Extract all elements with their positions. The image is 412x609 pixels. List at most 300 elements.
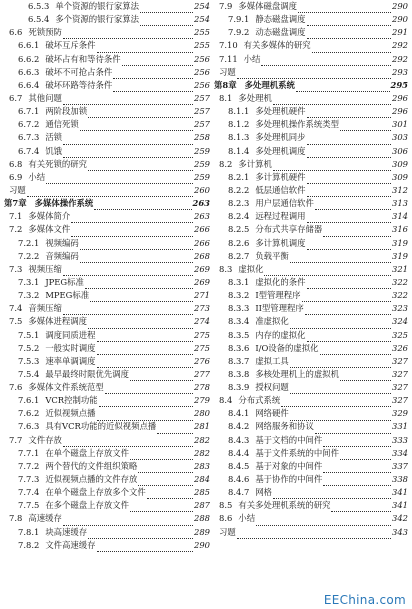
toc-entry-title: 多处理机同步	[255, 132, 306, 143]
toc-entry-title: 动态磁盘调度	[255, 27, 306, 38]
toc-entry-number: 8.4.2	[228, 421, 250, 432]
toc-entry-page: 295	[390, 79, 408, 90]
toc-entry-title: 音频编码	[45, 250, 79, 261]
toc-entry-page: 313	[392, 198, 408, 209]
toc-entry	[4, 210, 210, 223]
toc-entry-page: 309	[392, 158, 408, 169]
toc-entry-page: 257	[194, 119, 210, 130]
toc-entry-page: 282	[194, 447, 210, 458]
toc-entry-page: 325	[392, 329, 408, 340]
toc-entry-page: 278	[194, 382, 210, 393]
dot-leader	[88, 319, 193, 329]
toc-entry	[214, 92, 408, 105]
toc-entry	[214, 118, 408, 131]
toc-entry-number: 8.3	[219, 263, 233, 274]
toc-entry-title: 多媒体简介	[28, 211, 71, 222]
toc-entry-number: 7.6	[9, 382, 23, 393]
toc-entry-title: 最早最终时限优先调度	[45, 368, 130, 379]
toc-entry-title: 分布式共享存储器	[255, 224, 323, 235]
dot-leader	[63, 516, 193, 526]
toc-entry-number: 6.6.3	[18, 66, 40, 77]
dot-leader	[290, 253, 391, 263]
toc-entry-number: 7.3	[9, 263, 23, 274]
toc-entry-number: 8.3.8	[228, 368, 250, 379]
toc-entry	[214, 329, 408, 342]
toc-entry-title: 死锁预防	[28, 27, 62, 38]
toc-entry-title: II型管理程序	[255, 303, 304, 314]
toc-entry-title: 两个替代的文件组织策略	[45, 460, 138, 471]
toc-entry-number: 7.9.2	[228, 27, 250, 38]
toc-entry-title: 用户层通信软件	[255, 198, 314, 209]
toc-entry-title: 单个资源的银行家算法	[55, 0, 140, 11]
toc-entry	[4, 329, 210, 342]
toc-entry-page: 342	[392, 513, 408, 524]
toc-entry	[214, 434, 408, 447]
dot-leader	[88, 529, 193, 539]
toc-entry	[4, 486, 210, 499]
toc-entry-title: 在多个磁盘上存放文件	[45, 500, 130, 511]
toc-entry-number: 8.1.2	[228, 119, 250, 130]
toc-entry-title: 通信死锁	[45, 119, 79, 130]
toc-entry	[4, 26, 210, 39]
toc-entry-title: 音频压缩	[28, 303, 62, 314]
toc-entry-number: 6.5.4	[28, 14, 50, 25]
toc-entry-number: 8.5	[219, 500, 233, 511]
toc-entry-page: 260	[194, 184, 210, 195]
toc-entry	[4, 526, 210, 539]
dot-leader	[307, 213, 391, 223]
toc-entry-page: 314	[392, 211, 408, 222]
dot-leader	[130, 371, 193, 381]
toc-entry-number: 7.5.3	[18, 355, 40, 366]
toc-entry	[4, 407, 210, 420]
dot-leader	[63, 29, 193, 39]
toc-entry	[214, 13, 408, 26]
toc-entry-page: 256	[194, 53, 210, 64]
toc-entry	[4, 315, 210, 328]
toc-entry-number: 8.4.1	[228, 408, 250, 419]
dot-leader	[99, 397, 193, 407]
dot-leader	[140, 3, 193, 13]
dot-leader	[63, 148, 193, 158]
toc-entry	[4, 237, 210, 250]
toc-entry-number: 8.3.1	[228, 276, 250, 287]
dot-leader	[323, 463, 391, 473]
toc-entry	[214, 499, 408, 512]
toc-entry-title: 破坏不可抢占条件	[45, 66, 113, 77]
toc-entry-number: 7.5.1	[18, 329, 40, 340]
toc-entry-title: 基于协作的中间件	[255, 474, 323, 485]
toc-entry-number: 7.1	[9, 211, 23, 222]
toc-entry-number: 7.3.1	[18, 276, 40, 287]
toc-entry-number: 8.2.6	[228, 237, 250, 248]
toc-entry-title: 多媒体进程调度	[28, 316, 87, 327]
toc-entry-number: 7.8.2	[18, 539, 40, 550]
toc-left-column	[4, 0, 210, 609]
toc-entry	[214, 289, 408, 302]
dot-leader	[307, 187, 391, 197]
dot-leader	[290, 384, 391, 394]
toc-entry-number: 6.7	[9, 92, 23, 103]
dot-leader	[80, 240, 193, 250]
dot-leader	[340, 121, 391, 131]
dot-leader	[307, 240, 391, 250]
toc-entry-title: 近似视频点播	[45, 408, 96, 419]
dot-leader	[307, 16, 391, 26]
toc-entry-page: 296	[392, 92, 408, 103]
dot-leader	[290, 411, 391, 421]
toc-entry	[214, 421, 408, 434]
toc-entry-number: 第7章	[4, 198, 27, 209]
toc-entry	[4, 250, 210, 263]
toc-entry-number: 8.1.1	[228, 106, 250, 117]
toc-entry-number: 7.2	[9, 224, 23, 235]
toc-entry-title: 多处理机硬件	[255, 106, 306, 117]
toc-entry-title: 小结	[238, 513, 256, 524]
toc-entry-title: 虚拟工具	[255, 355, 289, 366]
toc-entry-title: 基于对象的中间件	[255, 460, 323, 471]
watermark: EEChina.com	[323, 593, 406, 607]
dot-leader	[138, 463, 193, 473]
toc-entry-title: 虚拟化	[238, 263, 264, 274]
toc-entry-title: 负载平衡	[255, 250, 289, 261]
dot-leader	[97, 358, 193, 368]
toc-entry-page: 290	[194, 539, 210, 550]
toc-entry-page: 343	[392, 526, 408, 537]
toc-entry-number: 8.2.1	[228, 171, 250, 182]
toc-entry-page: 324	[392, 316, 408, 327]
toc-entry-page: 259	[194, 158, 210, 169]
toc-entry	[214, 263, 408, 276]
dot-leader	[147, 489, 193, 499]
toc-entry-title: 一般实时调度	[45, 342, 96, 353]
toc-entry-page: 303	[392, 132, 408, 143]
toc-entry-page: 283	[194, 460, 210, 471]
toc-entry-title: 调度同质进程	[45, 329, 96, 340]
dot-leader	[290, 358, 391, 368]
toc-entry-number: 7.9	[219, 0, 233, 11]
toc-entry-page: 329	[392, 408, 408, 419]
dot-leader	[88, 108, 193, 118]
toc-entry-page: 327	[392, 355, 408, 366]
toc-entry-page: 254	[194, 0, 210, 11]
dot-leader	[130, 502, 193, 512]
toc-entry	[4, 342, 210, 355]
toc-entry-title: 低层通信软件	[255, 184, 306, 195]
dot-leader	[63, 305, 193, 315]
toc-entry-page: 337	[392, 460, 408, 471]
toc-entry-number: 7.10	[219, 40, 238, 51]
toc-entry	[4, 381, 210, 394]
toc-entry-title: 多计算机	[238, 158, 272, 169]
dot-leader	[97, 411, 193, 421]
toc-entry	[214, 342, 408, 355]
toc-entry	[214, 66, 408, 79]
toc-entry-page: 290	[392, 0, 408, 11]
dot-leader	[63, 95, 193, 105]
toc-entry-page: 341	[392, 500, 408, 511]
dot-leader	[315, 424, 391, 434]
dot-leader	[273, 489, 391, 499]
toc-entry-number: 7.7.3	[18, 474, 40, 485]
dot-leader	[71, 213, 193, 223]
toc-entry-number: 第8章	[214, 79, 237, 90]
toc-entry-title: I/O设备的虚拟化	[255, 342, 319, 353]
toc-entry-number: 8.2.4	[228, 211, 250, 222]
toc-entry	[214, 302, 408, 315]
dot-leader	[261, 56, 391, 66]
toc-entry-page: 280	[194, 408, 210, 419]
toc-entry	[214, 250, 408, 263]
toc-entry-title: 活锁	[45, 132, 63, 143]
dot-leader	[305, 305, 391, 315]
toc-entry	[214, 184, 408, 197]
toc-entry-number: 7.7.1	[18, 447, 40, 458]
toc-entry-page: 287	[194, 500, 210, 511]
toc-entry-number: 7.11	[219, 53, 238, 64]
toc-entry	[4, 53, 210, 66]
toc-entry-page: 293	[392, 66, 408, 77]
toc-entry-page: 288	[194, 513, 210, 524]
toc-entry-number: 7.5	[9, 316, 23, 327]
dot-leader	[307, 135, 391, 145]
toc-entry-title: 有关多处理机系统的研究	[238, 500, 331, 511]
toc-entry-title: 静态磁盘调度	[255, 14, 306, 25]
toc-entry-title: 多个资源的银行家算法	[55, 14, 140, 25]
toc-entry	[4, 394, 210, 407]
toc-entry-title: 多处理机调度	[255, 145, 306, 156]
toc-entry	[214, 407, 408, 420]
toc-entry-page: 292	[392, 40, 408, 51]
toc-entry-title: 破坏环路等待条件	[45, 79, 113, 90]
toc-entry-title: 远程过程调用	[255, 211, 306, 222]
dot-leader	[85, 279, 193, 289]
toc-entry	[4, 434, 210, 447]
toc-entry-title: 文件高速缓存	[45, 539, 96, 550]
dot-leader	[122, 56, 193, 66]
dot-leader	[273, 95, 391, 105]
toc-entry-number: 8.4	[219, 395, 233, 406]
toc-entry-title: 多核处理机上的虚拟机	[255, 368, 340, 379]
toc-entry	[214, 355, 408, 368]
dot-leader	[323, 227, 391, 237]
toc-entry	[214, 158, 408, 171]
dot-leader	[97, 332, 193, 342]
dot-leader	[302, 292, 392, 302]
toc-entry-title: 多处理机	[238, 92, 272, 103]
toc-entry-title: 近似视频点播的文件存放	[45, 474, 138, 485]
toc-entry	[214, 460, 408, 473]
toc-entry-page: 268	[194, 250, 210, 261]
dot-leader	[307, 148, 391, 158]
toc-entry-page: 282	[194, 434, 210, 445]
toc-entry-number: 7.8.1	[18, 526, 40, 537]
toc-entry-title: 两阶段加锁	[45, 106, 88, 117]
dot-leader	[331, 502, 391, 512]
toc-entry-page: 276	[194, 355, 210, 366]
toc-entry	[214, 210, 408, 223]
toc-entry	[4, 131, 210, 144]
toc-entry	[4, 79, 210, 92]
toc-entry-page: 327	[392, 382, 408, 393]
toc-entry-number: 8.3.9	[228, 382, 250, 393]
dot-leader	[296, 82, 390, 92]
toc-entry	[214, 276, 408, 289]
toc-entry-number: 7.6.2	[18, 408, 40, 419]
toc-entry-number: 7.6.3	[18, 421, 40, 432]
dot-leader	[237, 529, 391, 539]
toc-entry-page: 266	[194, 224, 210, 235]
toc-entry-title: 基于文档的中间件	[255, 434, 323, 445]
toc-entry-number: 8.4.6	[228, 474, 250, 485]
dot-leader	[340, 371, 391, 381]
toc-entry	[4, 197, 210, 210]
toc-entry	[4, 276, 210, 289]
toc-entry-number: 7.2.1	[18, 237, 40, 248]
toc-entry	[4, 184, 210, 197]
toc-entry-page: 259	[194, 145, 210, 156]
toc-entry-title: 准虚拟化	[255, 316, 289, 327]
toc-entry-page: 256	[194, 79, 210, 90]
toc-entry-title: JPEG标准	[45, 276, 84, 287]
toc-entry	[4, 171, 210, 184]
toc-entry-number: 8.3.4	[228, 316, 250, 327]
toc-entry-title: 多媒体文件系统范型	[28, 382, 104, 393]
toc-entry-title: 饥饿	[45, 145, 63, 156]
toc-entry	[214, 237, 408, 250]
toc-entry-title: 具有VCR功能的近似视频点播	[45, 421, 157, 432]
dot-leader	[273, 161, 391, 171]
toc-entry-page: 274	[194, 316, 210, 327]
toc-entry	[4, 158, 210, 171]
toc-entry-number: 8.1.3	[228, 132, 250, 143]
dot-leader	[94, 200, 191, 210]
toc-entry	[214, 447, 408, 460]
toc-entry-number: 8.2.3	[228, 198, 250, 209]
toc-entry-page: 323	[392, 303, 408, 314]
toc-entry-number: 7.3.2	[18, 290, 40, 301]
toc-entry-title: 多处理机系统	[244, 79, 295, 90]
dot-leader	[71, 227, 193, 237]
toc-entry	[4, 66, 210, 79]
toc-entry-page: 309	[392, 171, 408, 182]
toc-entry-title: 速率单调调度	[45, 355, 96, 366]
toc-entry-title: 有关死锁的研究	[28, 158, 87, 169]
toc-entry-page: 277	[194, 368, 210, 379]
toc-entry-title: 习题	[219, 526, 236, 537]
toc-entry	[4, 539, 210, 552]
toc-entry	[4, 473, 210, 486]
toc-entry-page: 341	[392, 487, 408, 498]
toc-entry	[4, 105, 210, 118]
dot-leader	[113, 82, 193, 92]
toc-entry	[214, 486, 408, 499]
toc-entry	[4, 13, 210, 26]
toc-entry-number: 8.3.2	[228, 290, 250, 301]
dot-leader	[281, 397, 391, 407]
toc-entry-number: 8.4.7	[228, 487, 250, 498]
toc-entry-number: 6.7.4	[18, 145, 40, 156]
dot-leader	[256, 516, 391, 526]
toc-entry-page: 327	[392, 395, 408, 406]
toc-entry-page: 331	[392, 421, 408, 432]
toc-entry-page: 306	[392, 145, 408, 156]
toc-entry	[214, 105, 408, 118]
toc-entry-title: 视频压缩	[28, 263, 62, 274]
toc-entry-page: 279	[194, 395, 210, 406]
toc-entry-page: 291	[392, 27, 408, 38]
toc-entry	[4, 368, 210, 381]
toc-entry-number: 7.2.2	[18, 250, 40, 261]
toc-entry-number: 8.2.7	[228, 250, 250, 261]
toc-entry-title: 小结	[28, 171, 46, 182]
toc-entry-number: 8.2	[219, 158, 233, 169]
toc-entry-title: 授权问题	[255, 382, 289, 393]
toc-entry	[4, 39, 210, 52]
toc-entry-page: 290	[392, 14, 408, 25]
dot-leader	[307, 108, 391, 118]
toc-entry-title: 网络硬件	[255, 408, 289, 419]
dot-leader	[97, 345, 193, 355]
toc-entry-page: 285	[194, 487, 210, 498]
toc-entry	[4, 118, 210, 131]
toc-entry-page: 301	[392, 119, 408, 130]
toc-entry-page: 273	[194, 303, 210, 314]
toc-entry-number: 6.6.1	[18, 40, 40, 51]
toc-entry-title: 虚拟化的条件	[255, 276, 306, 287]
dot-leader	[323, 476, 391, 486]
toc-entry-number: 7.7.4	[18, 487, 40, 498]
dot-leader	[63, 266, 193, 276]
toc-entry-page: 257	[194, 106, 210, 117]
dot-leader	[340, 450, 391, 460]
toc-entry-title: 多媒体磁盘调度	[238, 0, 297, 11]
dot-leader	[97, 43, 193, 53]
toc-entry	[4, 289, 210, 302]
dot-leader	[63, 135, 193, 145]
dot-leader	[307, 332, 391, 342]
dot-leader	[307, 29, 391, 39]
toc-entry-number: 8.4.3	[228, 434, 250, 445]
toc-entry	[214, 131, 408, 144]
toc-entry-number: 8.4.4	[228, 447, 250, 458]
toc-entry	[4, 0, 210, 13]
toc-entry-number: 7.4	[9, 303, 23, 314]
toc-entry-page: 275	[194, 329, 210, 340]
dot-leader	[140, 16, 193, 26]
toc-entry-page: 319	[392, 237, 408, 248]
dot-leader	[88, 161, 193, 171]
toc-entry	[4, 421, 210, 434]
toc-entry-title: 破坏占有和等待条件	[45, 53, 121, 64]
toc-entry-number: 6.7.3	[18, 132, 40, 143]
toc-entry	[214, 368, 408, 381]
toc-entry	[214, 394, 408, 407]
toc-entry-title: 多媒体文件	[28, 224, 71, 235]
toc-entry-page: 322	[392, 276, 408, 287]
toc-entry-page: 275	[194, 342, 210, 353]
toc-entry	[214, 223, 408, 236]
toc-entry-page: 326	[392, 342, 408, 353]
dot-leader	[323, 437, 391, 447]
toc-entry-page: 271	[194, 290, 210, 301]
toc-entry-title: 高速缓存	[28, 513, 62, 524]
toc-entry-page: 266	[194, 237, 210, 248]
toc-entry-title: 在单个磁盘上存放文件	[45, 447, 130, 458]
dot-leader	[298, 3, 391, 13]
toc-entry	[4, 512, 210, 525]
toc-entry-page: 316	[392, 224, 408, 235]
